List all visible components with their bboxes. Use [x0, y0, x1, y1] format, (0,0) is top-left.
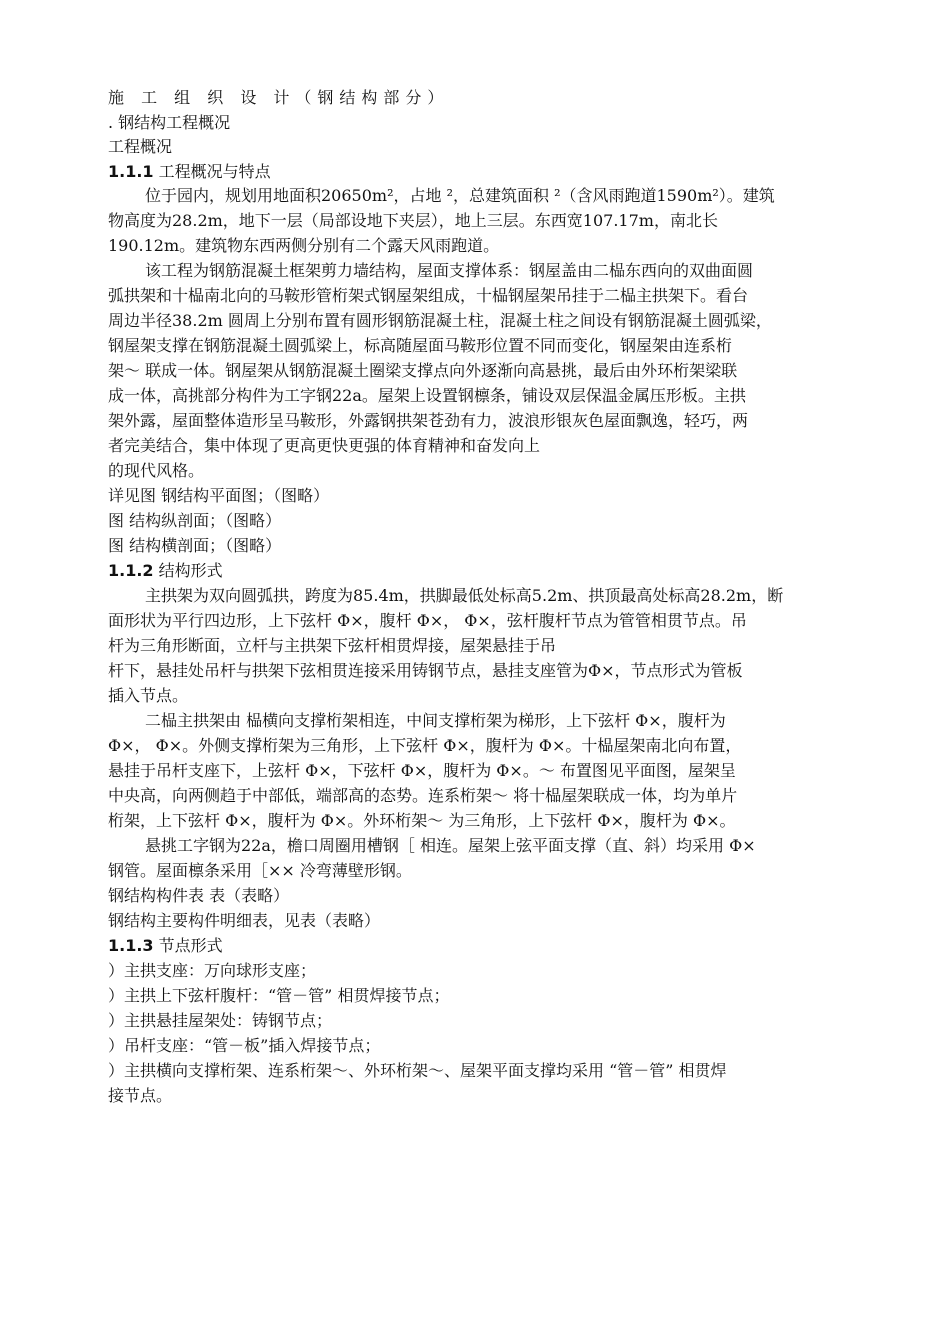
heading-number: 1.1.1 — [108, 162, 154, 181]
list-item: ）主拱横向支撑桁架、连系桁架～、外环桁架～、屋架平面支撑均采用 “管－管” 相贯焊 — [108, 1061, 727, 1080]
heading-1-1-3 — [108, 934, 223, 958]
paragraph-line: 架外露，屋面整体造形呈马鞍形，外露钢拱架苍劲有力，波浪形银灰色屋面飘逸，轻巧，两 — [108, 411, 749, 430]
paragraph-line: 二榀主拱架由 榀横向支撑桁架相连，中间支撑桁架为梯形，上下弦杆 Φ×，腹杆为 — [145, 711, 726, 730]
paragraph-line: 主拱架为双向圆弧拱，跨度为85.4m，拱脚最低处标高5.2m、拱顶最高处标高28.2m，断 — [145, 586, 784, 605]
paragraph-line: 物高度为28.2m，地下一层（局部设地下夹层），地上三层。东西宽107.17m，南北长 — [108, 211, 718, 230]
heading-number: 1.1.2 — [108, 561, 154, 580]
figure-reference: 图 结构横剖面；（图略） — [108, 536, 282, 555]
section-heading: . 钢结构工程概况 — [108, 113, 231, 132]
table-reference: 钢结构主要构件明细表，见表（表略） — [108, 911, 381, 930]
paragraph-line: 190.12m。建筑物东西两侧分别有二个露天风雨跑道。 — [108, 236, 500, 255]
figure-reference: 详见图 钢结构平面图；（图略） — [108, 486, 330, 505]
paragraph-line: 位于园内，规划用地面积20650m²，占地 ²，总建筑面积 ²（含风雨跑道1590m²）。建筑 — [145, 186, 775, 205]
paragraph-line: 杆为三角形断面，立杆与主拱架下弦杆相贯焊接，屋架悬挂于吊 — [108, 636, 557, 655]
heading-number: 1.1.3 — [108, 936, 154, 955]
paragraph-line: 钢屋架支撑在钢筋混凝土圆弧梁上，标高随屋面马鞍形位置不同而变化，钢屋架由连系桁 — [108, 336, 733, 355]
paragraph-line: 钢管。屋面檩条采用［×× 冷弯薄壁形钢。 — [108, 861, 412, 880]
paragraph-line: 该工程为钢筋混凝土框架剪力墙结构，屋面支撑体系：钢屋盖由二榀东西向的双曲面圆 — [145, 261, 754, 280]
list-item: ）主拱上下弦杆腹杆：“管－管” 相贯焊接节点； — [108, 986, 450, 1005]
paragraph-line: Φ×， Φ×。外侧支撑桁架为三角形，上下弦杆 Φ×，腹杆为 Φ×。十榀屋架南北向布置， — [108, 736, 742, 755]
heading-text: 结构形式 — [153, 561, 223, 580]
paragraph-line: 者完美结合，集中体现了更高更快更强的体育精神和奋发向上 — [108, 436, 541, 455]
heading-1-1-2 — [108, 559, 223, 583]
list-item: ）吊杆支座：“管－板”插入焊接节点； — [108, 1036, 381, 1055]
list-item: 接节点。 — [108, 1086, 173, 1105]
paragraph-line: 弧拱架和十榀南北向的马鞍形管桁架式钢屋架组成，十榀钢屋架吊挂于二榀主拱架下。看台 — [108, 286, 749, 305]
heading-text: 工程概况与特点 — [153, 162, 271, 181]
heading-text: 节点形式 — [153, 936, 223, 955]
paragraph-line: 中央高，向两侧趋于中部低，端部高的态势。连系桁架～ 将十榀屋架联成一体，均为单片 — [108, 786, 738, 805]
heading-1-1-1 — [108, 160, 271, 184]
list-item: ）主拱悬挂屋架处：铸钢节点； — [108, 1011, 333, 1030]
subsection-heading: 工程概况 — [108, 137, 173, 156]
paragraph-line: 悬挂于吊杆支座下，上弦杆 Φ×，下弦杆 Φ×，腹杆为 Φ×。～ 布置图见平面图，屋架呈 — [108, 761, 736, 780]
paragraph-line: 桁架，上下弦杆 Φ×，腹杆为 Φ×。外环桁架～ 为三角形，上下弦杆 Φ×，腹杆为 Φ×。 — [108, 811, 736, 830]
paragraph-line: 杆下，悬挂处吊杆与拱架下弦相贯连接采用铸钢节点，悬挂支座管为Φ×，节点形式为管板 — [108, 661, 743, 680]
list-item: ）主拱支座：万向球形支座； — [108, 961, 317, 980]
paragraph-line: 架～ 联成一体。钢屋架从钢筋混凝土圈梁支撑点向外逐渐向高悬挑，最后由外环桁架梁联 — [108, 361, 738, 380]
paragraph-line: 成一体，高挑部分构件为工字钢22a。屋架上设置钢檩条，铺设双层保温金属压形板。主拱 — [108, 386, 746, 405]
doc-title: 施 工 组 织 设 计（钢结构部分） — [108, 88, 450, 107]
paragraph-line: 的现代风格。 — [108, 461, 205, 480]
table-reference: 钢结构构件表 表（表略） — [108, 886, 290, 905]
paragraph-line: 面形状为平行四边形，上下弦杆 Φ×，腹杆 Φ×， Φ×，弦杆腹杆节点为管管相贯节点。吊 — [108, 611, 747, 630]
paragraph-line: 周边半径38.2m 圆周上分别布置有圆形钢筋混凝土柱，混凝土柱之间设有钢筋混凝土圆弧梁， — [108, 311, 772, 330]
figure-reference: 图 结构纵剖面；（图略） — [108, 511, 282, 530]
paragraph-line: 悬挑工字钢为22a，檐口周圈用槽钢［ 相连。屋架上弦平面支撑（直、斜）均采用 Φ× — [145, 836, 756, 855]
paragraph-line: 插入节点。 — [108, 686, 189, 705]
